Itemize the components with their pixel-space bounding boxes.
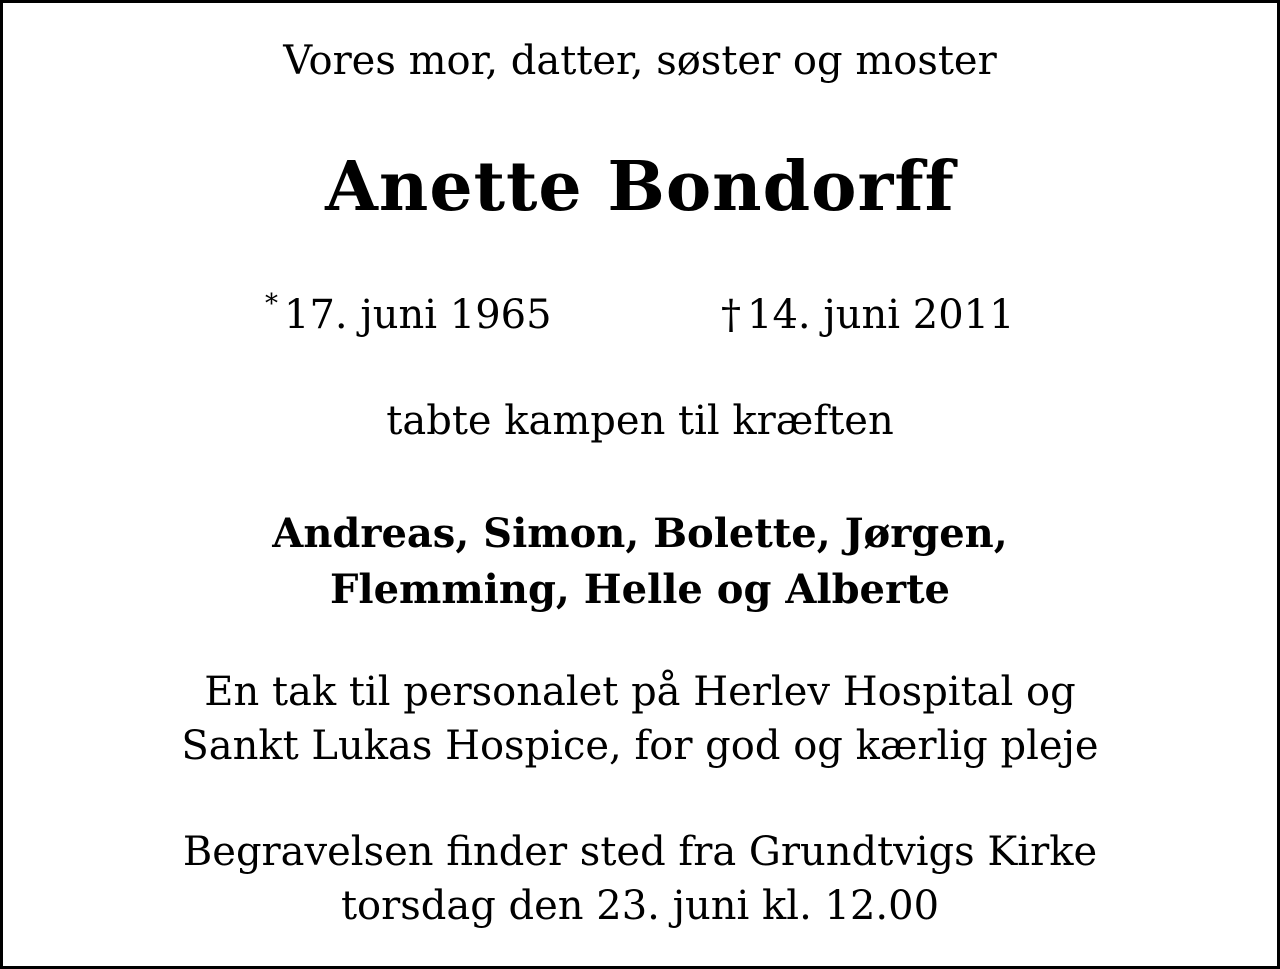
family-names [3, 506, 1277, 618]
family-line: Flemming, Helle og Alberte [329, 566, 951, 613]
life-dates [3, 289, 1277, 339]
thanks-line: En tak til personalet på Herlev Hospital og [204, 669, 1076, 715]
funeral-info [3, 825, 1277, 933]
family-line: Andreas, Simon, Bolette, Jørgen, [272, 510, 1008, 557]
funeral-line: Begravelsen finder sted fra Grundtvigs Kirke [182, 829, 1098, 875]
death-date-group [721, 292, 1015, 338]
death-date: 14. juni 2011 [747, 292, 1015, 338]
funeral-line: torsdag den 23. juni kl. 12.00 [340, 883, 940, 929]
deceased-name: Anette Bondorff [325, 147, 955, 227]
thanks-text [3, 665, 1277, 773]
thanks-line: Sankt Lukas Hospice, for god og kærlig pleje [181, 723, 1099, 769]
birth-date-group [265, 289, 552, 338]
cause-phrase: tabte kampen til kræften [386, 398, 894, 444]
birth-date: 17. juni 1965 [284, 292, 552, 338]
death-cross-symbol: † [721, 292, 741, 338]
birth-symbol: * [265, 289, 278, 319]
intro-line: Vores mor, datter, søster og moster [283, 38, 997, 84]
